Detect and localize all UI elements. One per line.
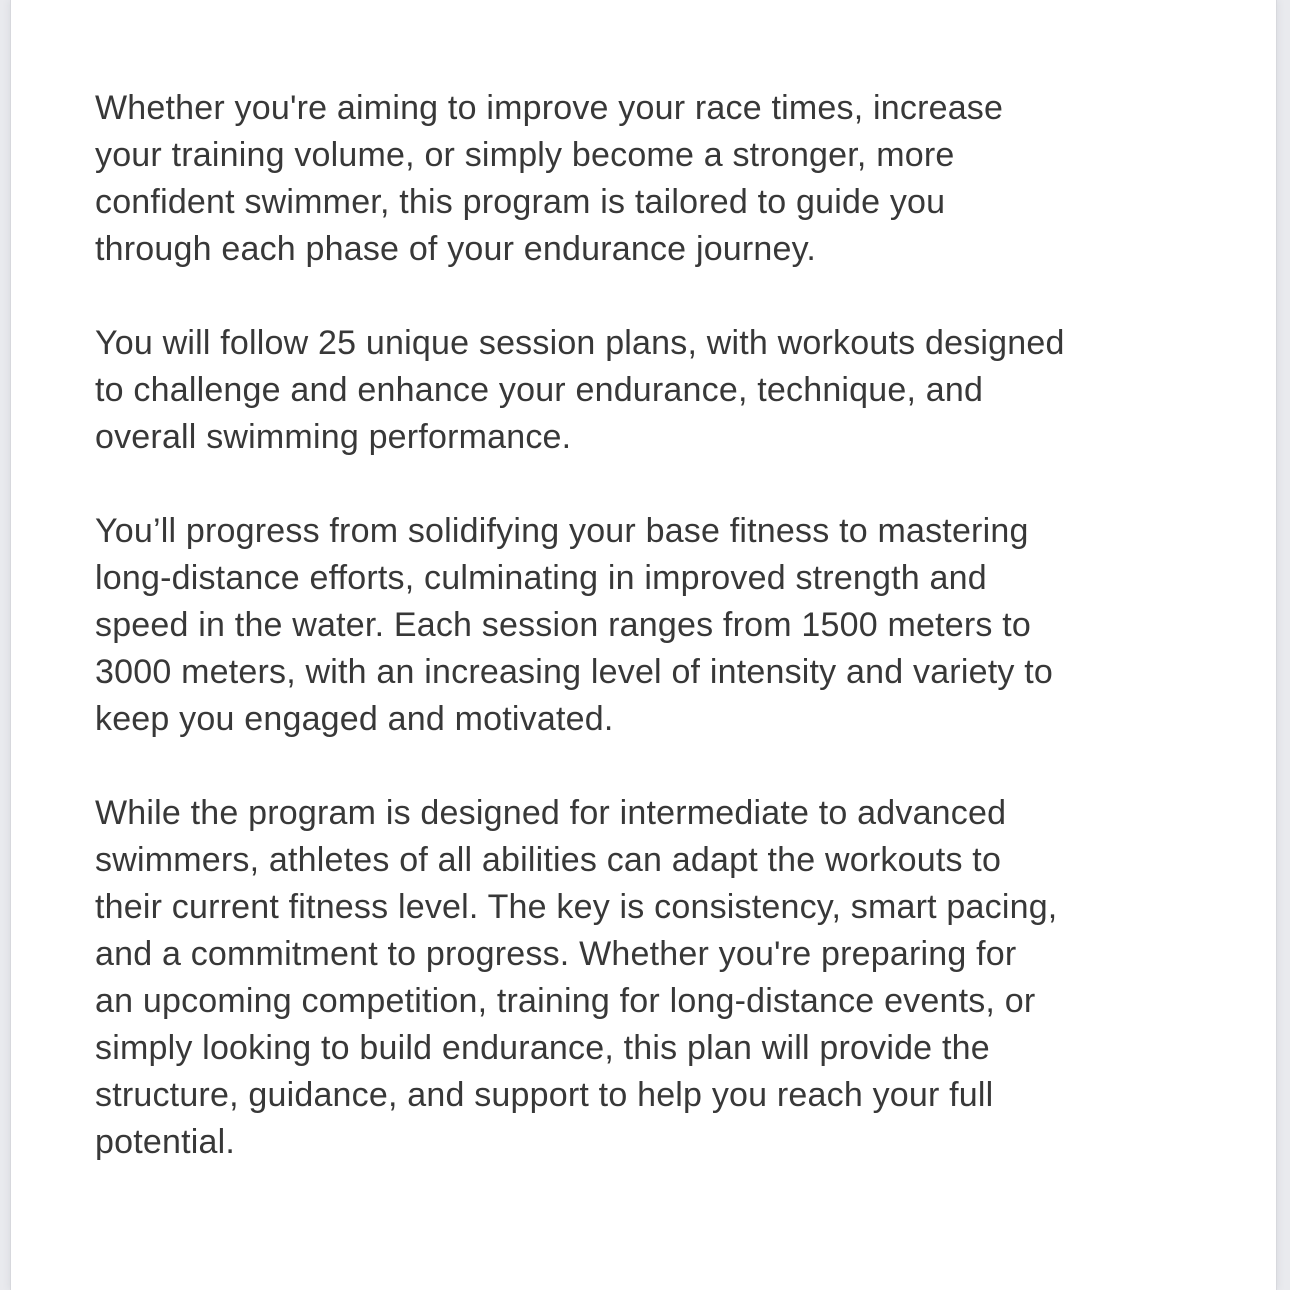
text-line: your training volume, or simply become a stronger, more [95,136,955,174]
text-line: You will follow 25 unique session plans, with workouts designed [95,324,1065,362]
paragraph [95,320,1188,461]
text-line: to challenge and enhance your endurance, technique, and [95,371,984,409]
text-line: Whether you're aiming to improve your race times, increase [95,89,1004,127]
text-line: potential. [95,1123,235,1161]
text-line: simply looking to build endurance, this plan will provide the [95,1029,990,1067]
text-line: You’ll progress from solidifying your base fitness to mastering [95,512,1029,550]
text-line: speed in the water. Each session ranges from 1500 meters to [95,606,1031,644]
text-line: their current fitness level. The key is consistency, smart pacing, [95,888,1058,926]
text-line: through each phase of your endurance journey. [95,230,816,268]
text-line: While the program is designed for intermediate to advanced [95,794,1007,832]
document-page [10,0,1277,1290]
text-line: long-distance efforts, culminating in improved strength and [95,559,987,597]
text-line: overall swimming performance. [95,418,572,456]
text-line: confident swimmer, this program is tailored to guide you [95,183,946,221]
document-body-text [11,0,1276,1166]
paragraph [95,85,1188,273]
text-line: swimmers, athletes of all abilities can adapt the workouts to [95,841,1002,879]
text-line: and a commitment to progress. Whether you're preparing for [95,935,1017,973]
text-line: keep you engaged and motivated. [95,700,614,738]
text-line: structure, guidance, and support to help you reach your full [95,1076,994,1114]
text-line: 3000 meters, with an increasing level of intensity and variety to [95,653,1053,691]
text-line: an upcoming competition, training for long-distance events, or [95,982,1036,1020]
paragraph [95,790,1188,1166]
paragraph [95,508,1188,743]
